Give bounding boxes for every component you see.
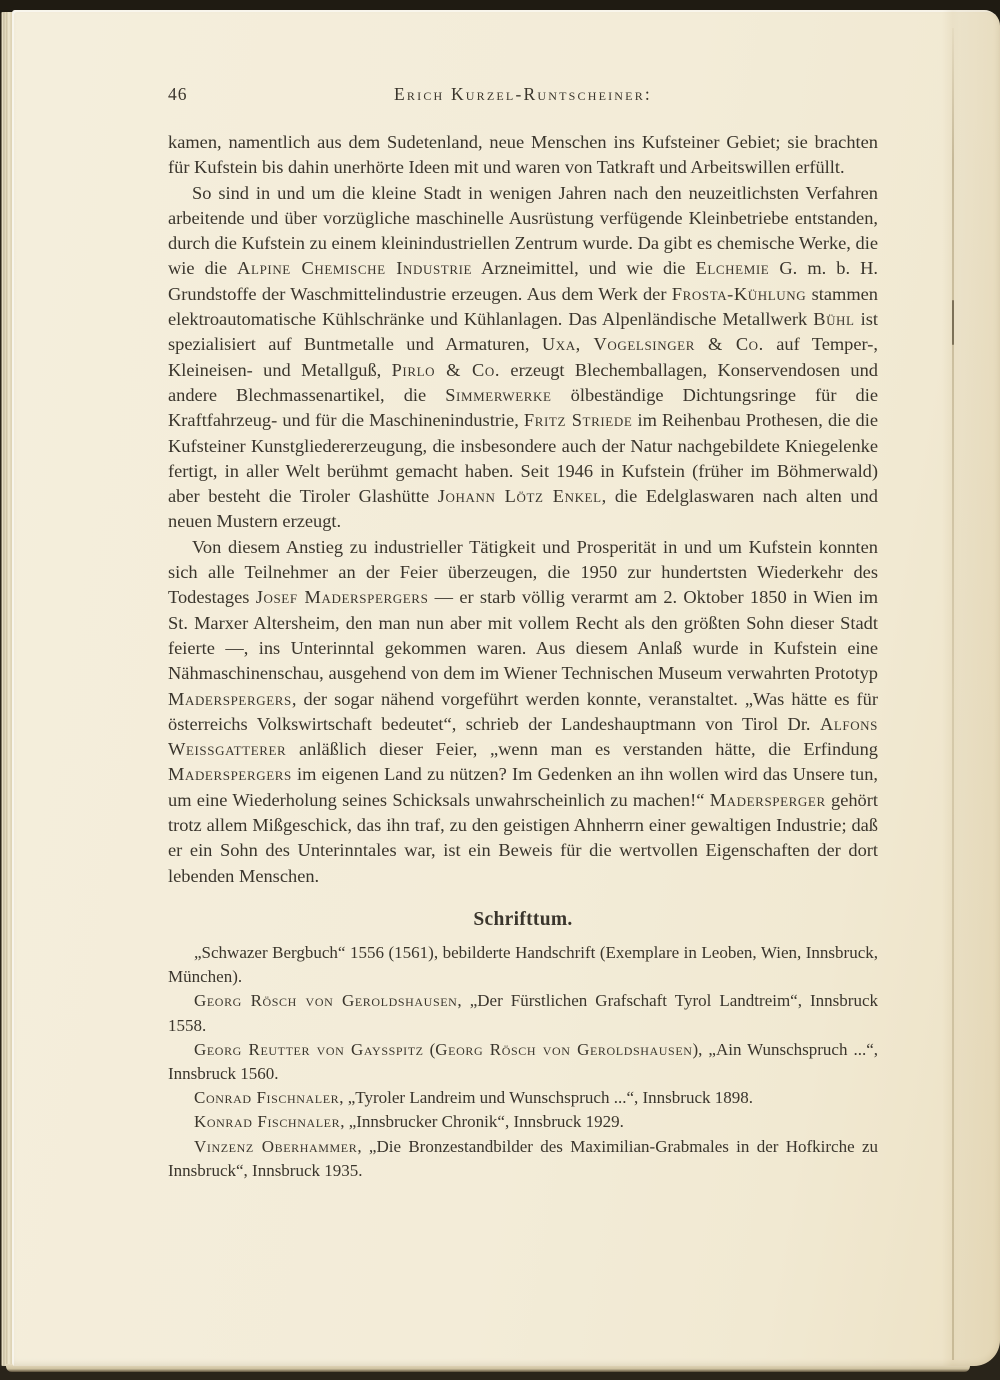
bibliography-entry: Conrad Fischnaler, „Tyroler Landreim und Wunschspruch ...“, Innsbruck 1898. bbox=[194, 1088, 753, 1108]
bibliography-entry: „Schwazer Bergbuch“ 1556 (1561), bebilderte Handschrift (Exemplare in Leoben, Wien, Innsbruck, München). bbox=[168, 942, 878, 987]
paragraph: So sind in und um die kleine Stadt in wenigen Jahren nach den neuzeitlichsten Verfahren arbeitende und über vorzügliche maschinelle Ausrüstung verfügende Kleinbetriebe entstanden, durch die Kufstein zu einem kleinindustriellen Zentrum wurde. Da gibt es chemische Werke, die wie die Alpine Chemische Industrie Arzneimittel, und wie die Elchemie G. m. b. H. Grundstoffe der Waschmittelindustrie erzeugen. Aus dem Werk der Frosta-Kühlung stammen elektroautomatische Kühlschränke und Kühlanlagen. Das Alpenländische Metallwerk Bühl ist spezialisiert auf Buntmetalle und Armaturen, Uxa, Vogelsinger & Co. auf Temper-, Kleineisen- und Metallguß, Pirlo & Co. erzeugt Blechemballagen, Konservendosen und andere Blechmassenartikel, die Simmerwerke ölbeständige Dichtungsringe für die Kraftfahrzeug- und für die Maschinenindustrie, Fritz Striede im Reihenbau Prothesen, die die Kufsteiner Kunstgliedererzeugung, die insbesondere auch der Natur nachgebildete Kniegelenke fertigt, in aller Welt berühmt gemacht haben. Seit 1946 in Kufstein (früher im Böhmerwald) aber besteht die Tiroler Glashütte Johann Lötz Enkel, die Edelglaswaren nach alten und neuen Mustern erzeugt. bbox=[168, 182, 879, 532]
page-header bbox=[168, 84, 878, 108]
bibliography-entry: Georg Reutter von Gaysspitz (Georg Rösch von Geroldshausen), „Ain Wunschspruch ...“, Innsbruck 1560. bbox=[168, 1039, 879, 1083]
book-page bbox=[12, 10, 1000, 1366]
page-number: 46 bbox=[168, 84, 188, 104]
gutter-crease-line bbox=[952, 28, 954, 1360]
book-gutter-shadow bbox=[942, 10, 1000, 1366]
bibliography-entries bbox=[168, 941, 878, 1183]
running-header-title: Erich Kurzel-Runtscheiner: bbox=[394, 84, 652, 104]
paragraph: Von diesem Anstieg zu industrieller Tätigkeit und Prosperität in und um Kufstein konnten sich alle Teilnehmer an der Feier überzeugen, die 1950 zur hundertsten Wiederkehr des Todestages Josef Maderspergers — er starb völlig verarmt am 2. Oktober 1850 in Wien im St. Marxer Altersheim, den man nun aber mit vollem Recht als den größten Sohn dieser Stadt feierte —, ins Unterinntal gekommen waren. Aus diesem Anlaß wurde in Kufstein eine Nähmaschinenschau, ausgehend von dem im Wiener Technischen Museum verwahrten Prototyp Maderspergers, der sogar nähend vorgeführt werden konnte, veranstaltet. „Was hätte es für österreichs Volkswirtschaft bedeutet“, schrieb der Landeshauptmann von Tirol Dr. Alfons Weissgatterer anläßlich dieser Feier, „wenn man es verstanden hätte, die Erfindung Maderspergers im eigenen Land zu nützen? Im Gedenken an ihn wollen wird das Unsere tun, um eine Wiederholung seines Schicksals unwahrscheinlich zu machen!“ Madersperger gehört trotz allem Mißgeschick, das ihn traf, zu den geistigen Ahnherrn einer gewaltigen Industrie; daß er ein Sohn des Unterinntales war, ist ein Beweis für die wertvollen Eigenschaften der dort lebenden Menschen. bbox=[168, 536, 878, 886]
bibliography-entry: Konrad Fischnaler, „Innsbrucker Chronik“, Innsbruck 1929. bbox=[194, 1112, 624, 1132]
gutter-crease-mark bbox=[952, 300, 954, 345]
bibliography-entry: Vinzenz Oberhammer, „Die Bronzestandbilder des Maximilian-Grabmales in der Hofkirche zu Innsbruck“, Innsbruck 1935. bbox=[168, 1136, 878, 1180]
bibliography-entry: Georg Rösch von Geroldshausen, „Der Fürstlichen Grafschaft Tyrol Landtreim“, Innsbruck 1558. bbox=[168, 991, 878, 1035]
bibliography-section bbox=[168, 909, 878, 1183]
printed-content bbox=[168, 84, 878, 1183]
paragraph: kamen, namentlich aus dem Sudetenland, neue Menschen ins Kufsteiner Gebiet; sie brachten für Kufstein bis dahin unerhörte Ideen mit und waren von Tatkraft und Arbeitswillen erfüllt. bbox=[168, 132, 878, 178]
body-text bbox=[168, 130, 878, 889]
bibliography-heading: Schrifttum. bbox=[473, 908, 573, 930]
